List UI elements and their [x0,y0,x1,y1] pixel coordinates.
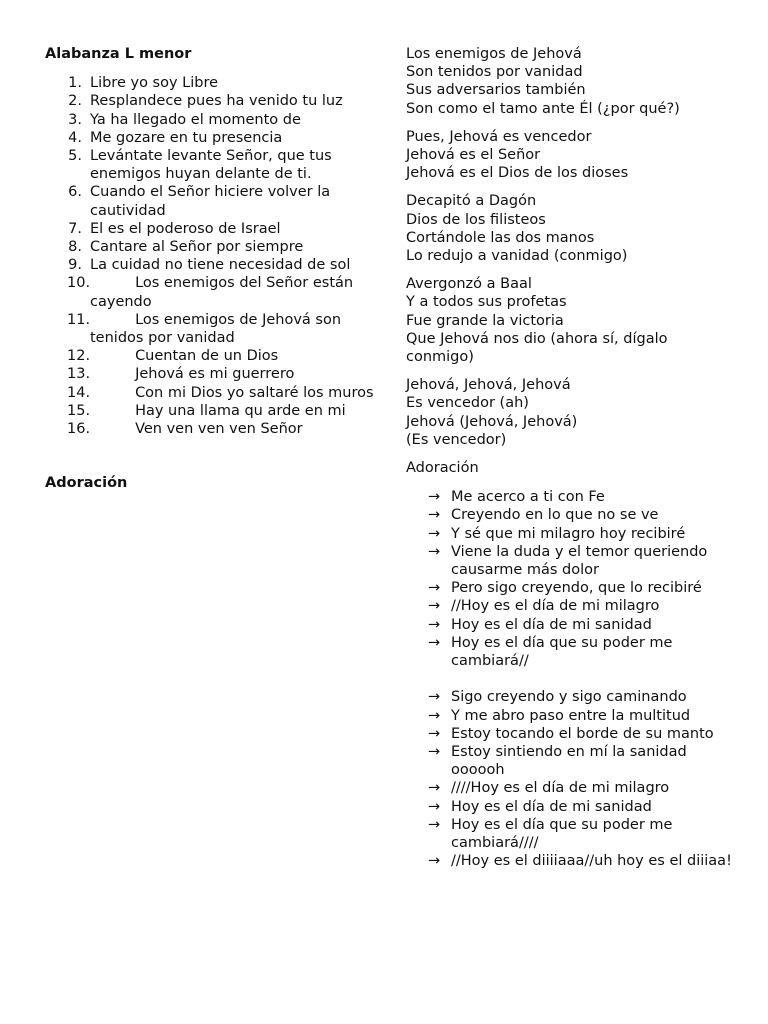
song-item: 10. Los enemigos del Señor están cayendo [67,275,354,310]
adoracion-list [406,688,736,870]
arrow-right-icon: → [428,489,441,506]
arrow-right-icon: → [428,616,441,633]
arrow-right-icon: → [428,689,441,706]
list-item: → Pero sigo creyendo, que lo recibiré [428,580,702,597]
list-item: → Y sé que mi milagro hoy recibiré [428,525,686,542]
lyrics-stanza [406,376,736,449]
lyric-line: Jehová es el Dios de los dioses [406,165,629,182]
lyrics-stanza [406,275,736,366]
list-item: → Y me abro paso entre la multitud [428,707,691,724]
lyric-line: Y a todos sus profetas [406,294,567,311]
list-item: → Estoy tocando el borde de su manto [428,725,714,742]
adoracion-heading: Adoración [45,475,128,492]
lyric-line: (Es vencedor) [406,431,507,448]
arrow-right-icon: → [428,816,441,833]
arrow-right-icon: → [428,725,441,742]
lyric-line: Sus adversarios también [406,82,586,99]
list-item: → //Hoy es el día de mi milagro [428,598,660,615]
list-item: → Me acerco a ti con Fe [428,489,605,506]
lyrics-stanza [406,128,736,183]
list-item: → Estoy sintiendo en mí la sanidad oooooh [428,743,687,779]
song-item: 9. La cuidad no tiene necesidad de sol [68,257,351,274]
song-item: 4. Me gozare en tu presencia [68,129,283,146]
song-item: 12. Cuentan de un Dios [67,348,279,365]
list-item: → Hoy es el día que su poder me cambiará//// [428,816,673,851]
song-item: 16. Ven ven ven ven Señor [67,421,303,438]
song-item: 7. El es el poderoso de Israel [68,220,281,237]
lyrics-stanza [406,45,736,118]
song-item: 13. Jehová es mi guerrero [67,366,295,383]
arrow-right-icon: → [428,798,441,815]
arrow-right-icon: → [428,507,441,524]
song-item: 15. Hay una llama qu arde en mi [67,402,346,419]
lyric-line: Pues, Jehová es vencedor [406,128,592,145]
setlist-title: Alabanza L menor [45,46,192,62]
adoracion-label: Adoración [406,460,479,477]
song-list [45,74,375,438]
lyric-line: Decapitó a Dagón [406,193,537,210]
lyric-line: Son tenidos por vanidad [406,64,583,81]
lyric-line: Dios de los filisteos [406,211,546,228]
lyric-line: Lo redujo a vanidad (conmigo) [406,248,628,265]
lyric-line: Jehová (Jehová, Jehová) [406,413,578,430]
lyric-line: Avergonzó a Baal [406,276,532,293]
list-item: → Hoy es el día que su poder me cambiará// [428,634,673,670]
list-item: → Viene la duda y el temor queriendo causarme más dolor [428,543,708,579]
arrow-right-icon: → [428,543,441,560]
lyric-line: Los enemigos de Jehová [406,46,582,62]
arrow-right-icon: → [428,525,441,542]
song-item: 2. Resplandece pues ha venido tu luz [68,93,343,110]
song-item: 14. Con mi Dios yo saltaré los muros [67,384,374,401]
arrow-right-icon: → [428,707,441,724]
left-column [45,45,375,492]
arrow-right-icon: → [428,598,441,615]
list-item: → Hoy es el día de mi sanidad [428,616,652,633]
lyric-line: Que Jehová nos dio (ahora sí, dígalo conmigo) [406,330,668,366]
list-item: → Creyendo en lo que no se ve [428,507,659,524]
lyric-line: Fue grande la victoria [406,312,564,329]
lyric-line: Cortándole las dos manos [406,229,595,246]
arrow-right-icon: → [428,743,441,760]
list-item: → //Hoy es el diiiiaaa//uh hoy es el diiiaa! [428,853,732,870]
list-item: → Sigo creyendo y sigo caminando [428,689,687,706]
right-column [406,45,736,870]
list-item: → ////Hoy es el día de mi milagro [428,780,670,797]
song-item: 1. Libre yo soy Libre [68,75,219,92]
song-item: 11. Los enemigos de Jehová son tenidos por vanidad [67,311,342,347]
adoracion-list [406,488,736,670]
arrow-right-icon: → [428,634,441,651]
arrow-right-icon: → [428,853,441,870]
lyric-line: Jehová, Jehová, Jehová [406,377,571,394]
lyric-line: Son como el tamo ante Él (¿por qué?) [406,100,680,117]
lyric-line: Jehová es el Señor [406,147,541,164]
song-item: 6. Cuando el Señor hiciere volver la cautividad [68,184,331,219]
list-item: → Hoy es el día de mi sanidad [428,798,652,815]
arrow-right-icon: → [428,580,441,597]
arrow-right-icon: → [428,780,441,797]
song-item: 3. Ya ha llegado el momento de [68,111,301,128]
lyric-line: Es vencedor (ah) [406,395,529,412]
song-item: 5. Levántate levante Señor, que tus enemigos huyan delante de ti. [68,148,332,183]
lyrics-stanza [406,192,736,265]
song-item: 8. Cantare al Señor por siempre [68,239,304,256]
